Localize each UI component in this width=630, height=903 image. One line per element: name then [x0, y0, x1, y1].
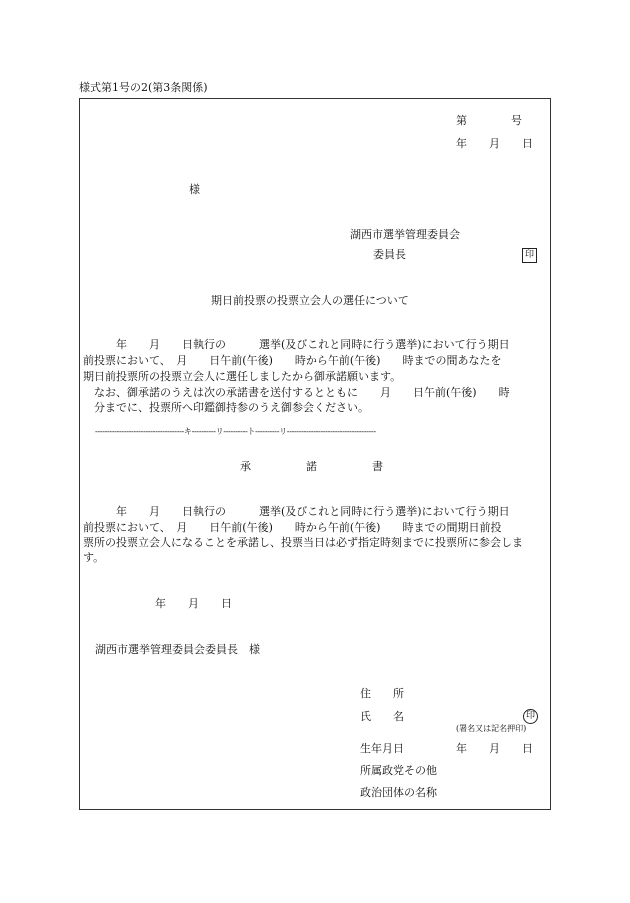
- form-frame: [79, 98, 551, 810]
- issuer-org: 湖西市選挙管理委員会: [350, 228, 460, 241]
- signer-seal-note: (署名又は記名押印): [456, 724, 527, 733]
- notice-line-3: 期日前投票所の投票立会人に選任しましたから御承諾願います。: [83, 370, 402, 383]
- document-date: 年 月 日: [456, 137, 533, 150]
- signer-name-label: 氏 名: [360, 710, 404, 723]
- consent-addressee: 湖西市選挙管理委員会委員長 様: [95, 643, 260, 656]
- addressee-suffix: 様: [189, 183, 200, 196]
- signer-party-label-2: 政治団体の名称: [360, 786, 437, 799]
- notice-title: 期日前投票の投票立会人の選任について: [211, 294, 409, 307]
- form-label: 様式第1号の2(第3条関係): [79, 81, 208, 94]
- issuer-seal: 印: [522, 248, 537, 263]
- consent-line-2: 前投票において、 月 日午前(午後) 時から午前(午後) 時までの間期日前投: [83, 521, 502, 534]
- consent-title: 承 諾 書: [240, 460, 383, 473]
- signer-address-label: 住 所: [360, 687, 404, 700]
- consent-line-1: 年 月 日執行の 選挙(及びこれと同時に行う選挙)において行う期日: [83, 505, 510, 518]
- notice-line-5: 分までに、投票所へ印鑑御持参のうえ御参会ください。: [83, 401, 369, 414]
- notice-line-1: 年 月 日執行の 選挙(及びこれと同時に行う選挙)において行う期日: [83, 338, 510, 351]
- consent-line-4: す。: [83, 551, 105, 564]
- consent-line-3: 票所の投票立会人になることを承諾し、投票当日は必ず指定時刻までに投票所に参会しま: [83, 536, 523, 549]
- document-number: 第 号: [456, 114, 522, 127]
- signer-birth-date: 年 月 日: [456, 742, 533, 755]
- cut-line: -------------------------------------キ----------リ----------ト----------リ-------------------------------------: [95, 427, 376, 436]
- signer-birth-label: 生年月日: [360, 742, 404, 755]
- issuer-title: 委員長: [373, 248, 406, 261]
- notice-line-2: 前投票において、 月 日午前(午後) 時から午前(午後) 時までの間あなたを: [83, 354, 502, 367]
- signer-seal: 印: [523, 709, 538, 724]
- consent-date: 年 月 日: [155, 597, 232, 610]
- signer-party-label: 所属政党その他: [360, 764, 437, 777]
- notice-line-4: なお、御承諾のうえは次の承諾書を送付するとともに 月 日午前(午後) 時: [83, 386, 510, 399]
